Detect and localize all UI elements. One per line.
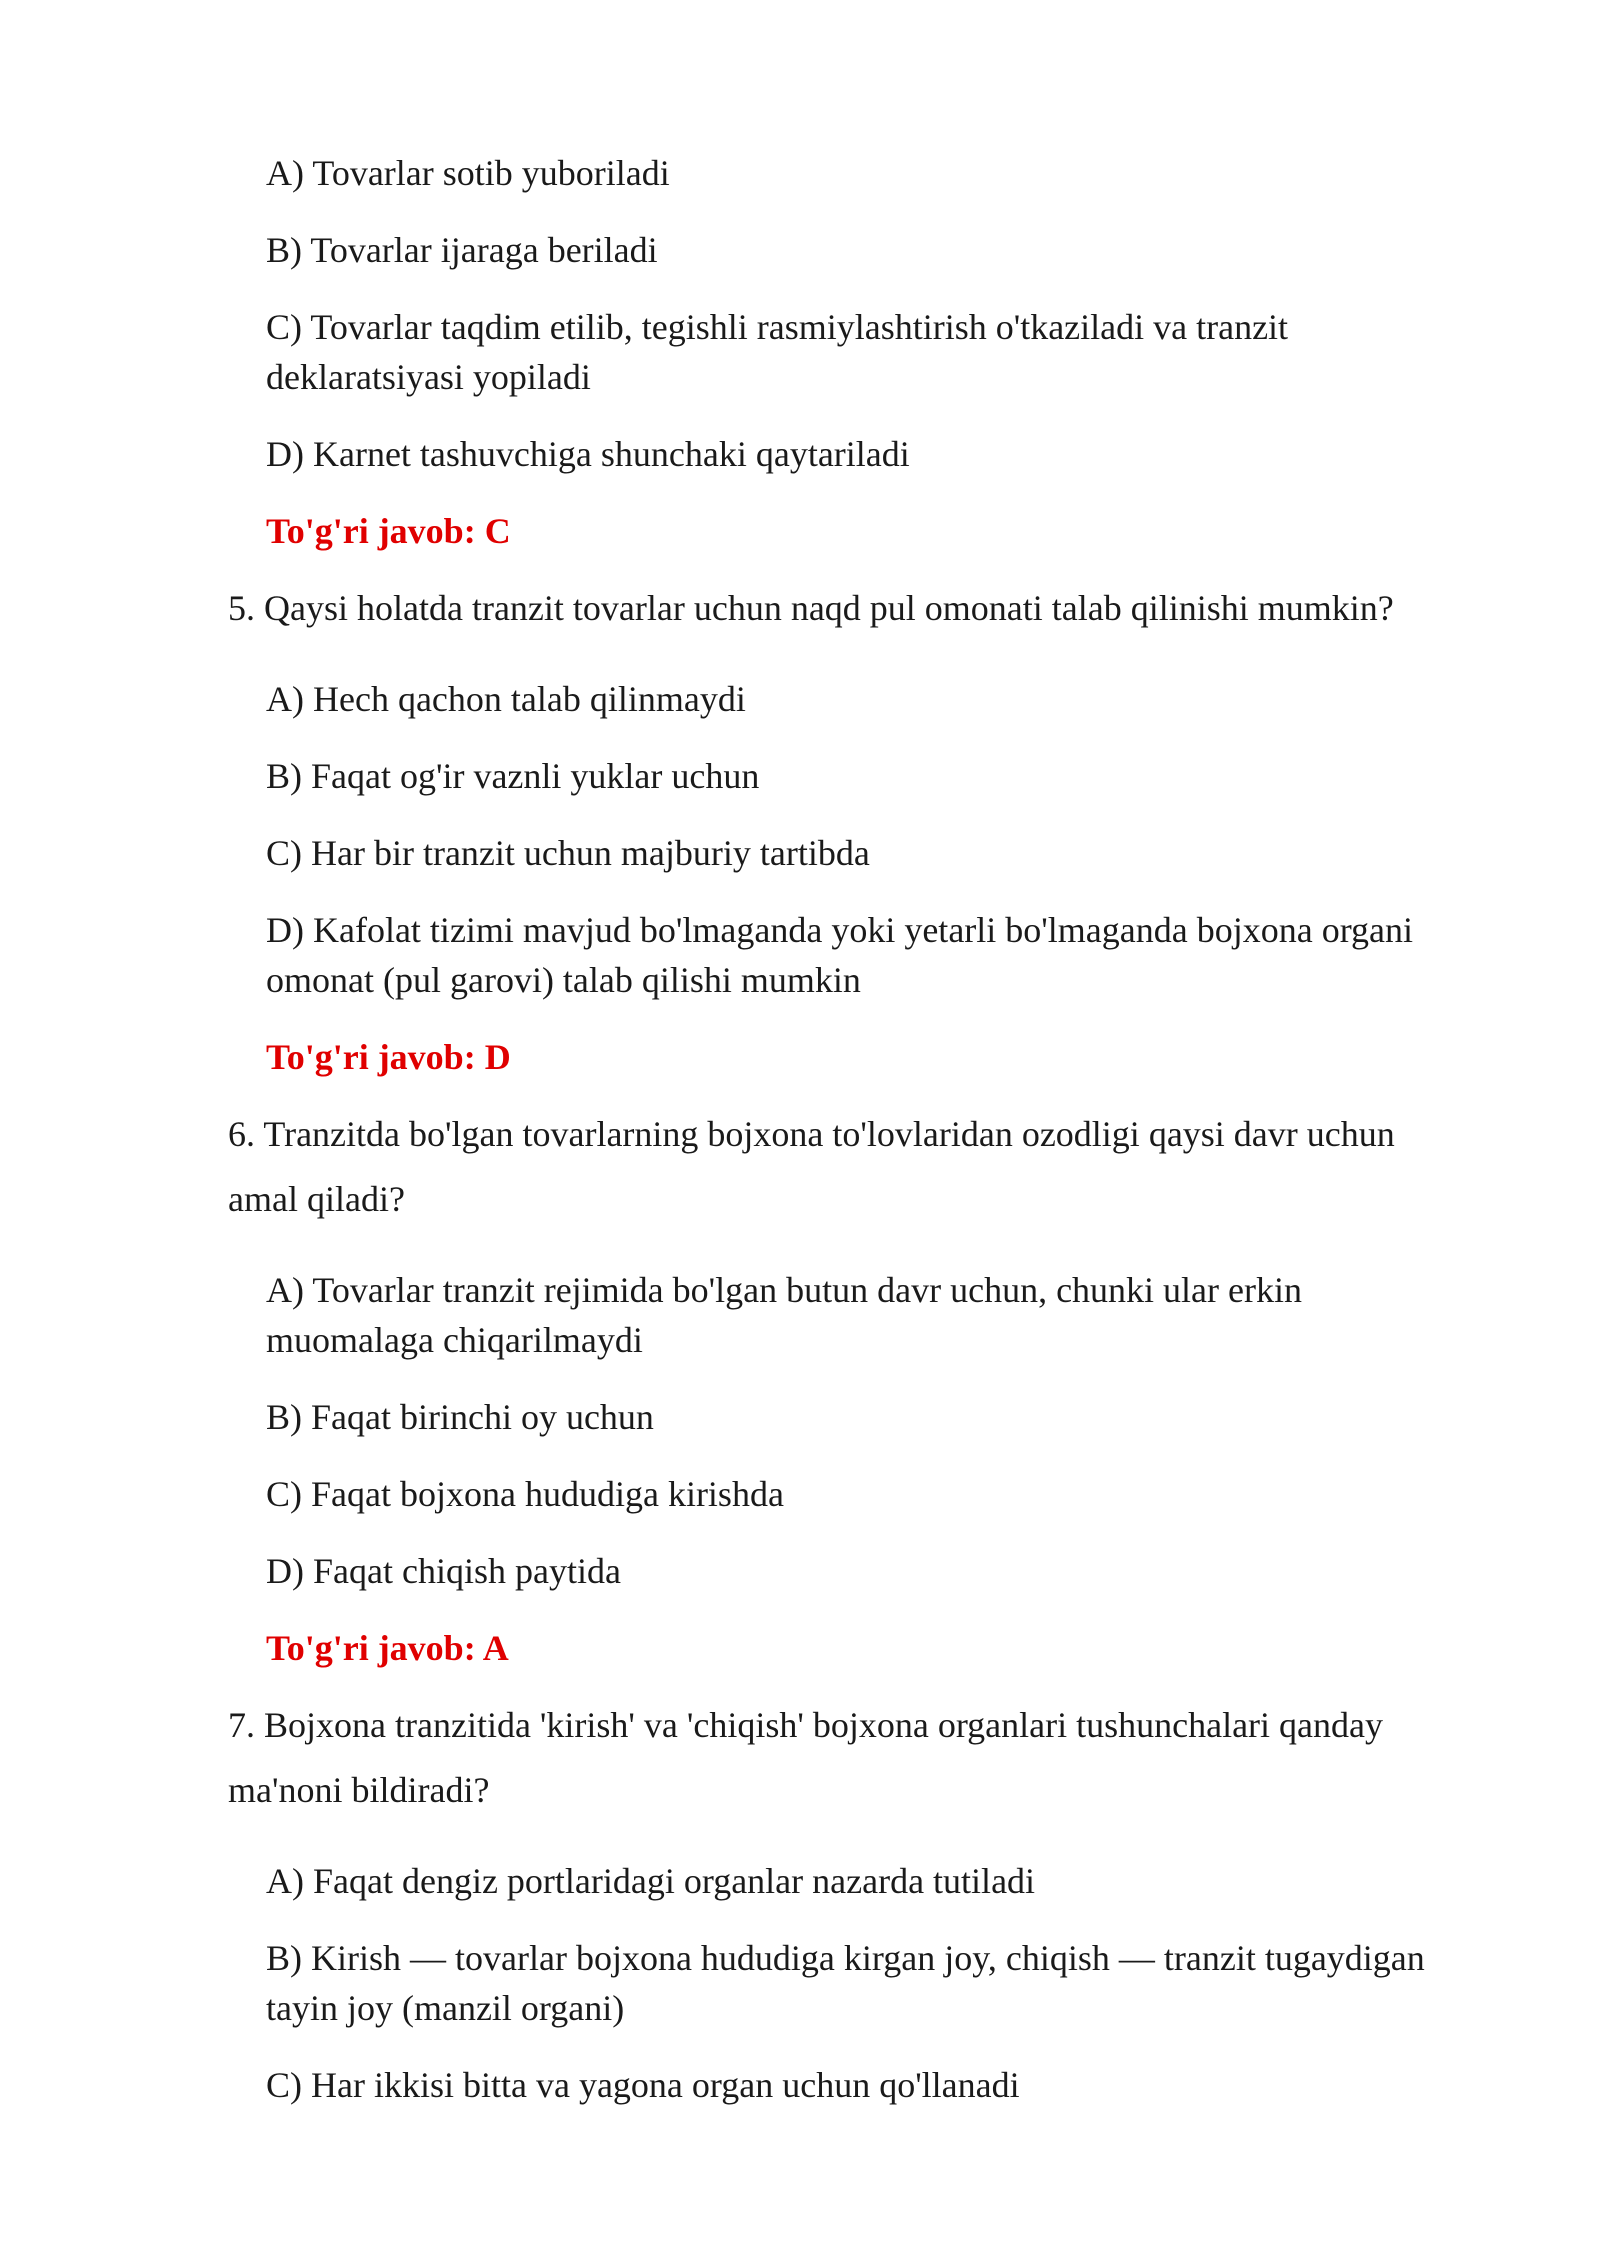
option-6b: B) Faqat birinchi oy uchun [266, 1397, 654, 1437]
answer-4: To'g'ri javob: C [266, 511, 511, 551]
option-6d: D) Faqat chiqish paytida [266, 1551, 621, 1591]
question-6: 6. Tranzitda bo'lgan tovarlarning bojxona to'lovlaridan ozodligi qaysi davr uchun amal qiladi? [228, 1114, 1395, 1219]
option-5d: D) Kafolat tizimi mavjud bo'lmaganda yoki yetarli bo'lmaganda bojxona organi omonat (pul garovi) talab qilishi mumkin [266, 910, 1414, 1000]
option-7a: A) Faqat dengiz portlaridagi organlar nazarda tutiladi [266, 1861, 1036, 1901]
question-7: 7. Bojxona tranzitida 'kirish' va 'chiqish' bojxona organlari tushunchalari qanday ma'noni bildiradi? [228, 1705, 1384, 1810]
question-5: 5. Qaysi holatda tranzit tovarlar uchun naqd pul omonati talab qilinishi mumkin? [228, 588, 1394, 628]
option-4d: D) Karnet tashuvchiga shunchaki qaytariladi [266, 434, 910, 474]
option-5c: C) Har bir tranzit uchun majburiy tartibda [266, 833, 870, 873]
option-6a: A) Tovarlar tranzit rejimida bo'lgan butun davr uchun, chunki ular erkin muomalaga chiqarilmaydi [266, 1270, 1302, 1360]
option-4b: B) Tovarlar ijaraga beriladi [266, 230, 658, 270]
option-7b: B) Kirish — tovarlar bojxona hududiga kirgan joy, chiqish — tranzit tugaydigan tayin joy (manzil organi) [266, 1938, 1425, 2028]
option-4a: A) Tovarlar sotib yuboriladi [266, 153, 670, 193]
option-4c: C) Tovarlar taqdim etilib, tegishli rasmiylashtirish o'tkaziladi va tranzit deklaratsiyasi yopiladi [266, 307, 1289, 397]
option-5a: A) Hech qachon talab qilinmaydi [266, 679, 746, 719]
option-7c: C) Har ikkisi bitta va yagona organ uchun qo'llanadi [266, 2065, 1020, 2105]
answer-5: To'g'ri javob: D [266, 1037, 511, 1077]
answer-6: To'g'ri javob: A [266, 1628, 509, 1668]
option-5b: B) Faqat og'ir vaznli yuklar uchun [266, 756, 760, 796]
option-6c: C) Faqat bojxona hududiga kirishda [266, 1474, 784, 1514]
